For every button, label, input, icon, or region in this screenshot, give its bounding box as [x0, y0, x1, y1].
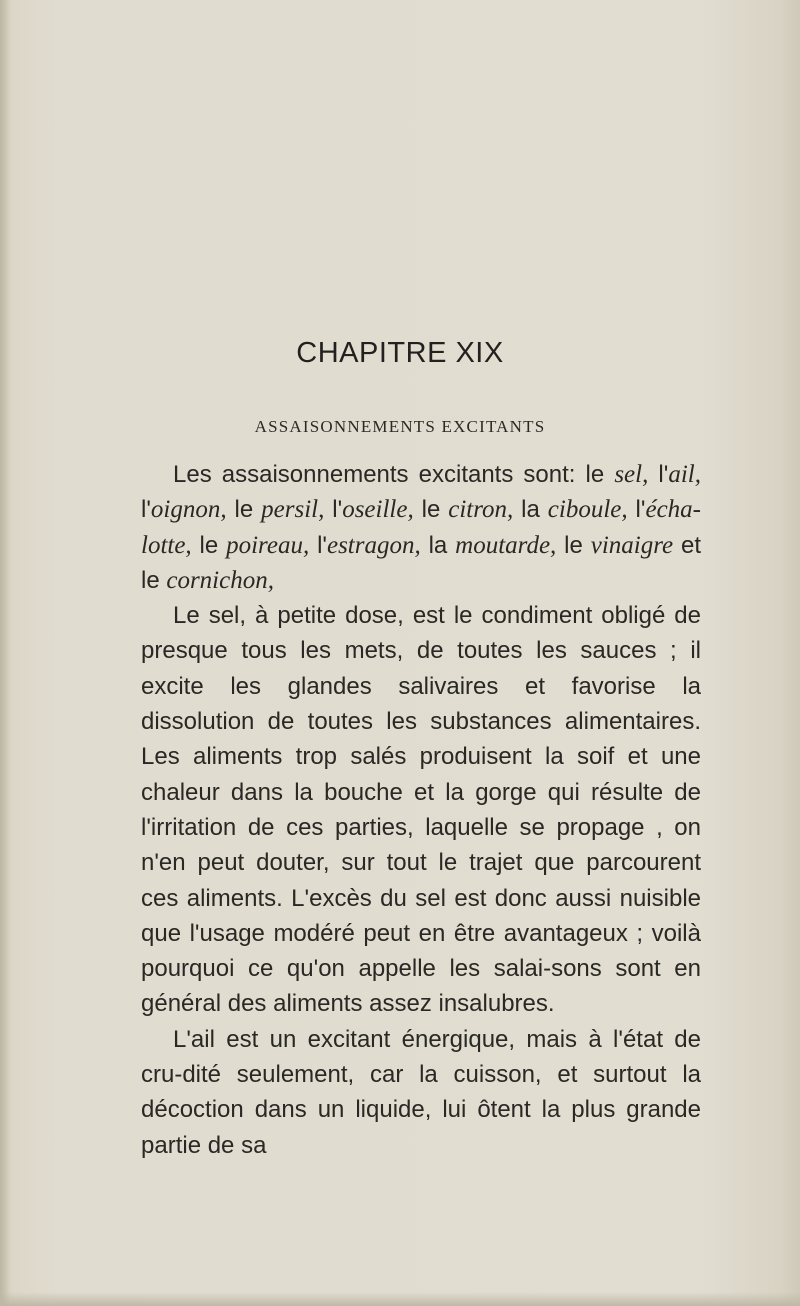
italic-term: ail,	[668, 461, 701, 488]
italic-term: sel,	[614, 461, 649, 488]
paragraph	[141, 457, 701, 598]
italic-term: oignon,	[150, 496, 227, 524]
text-run: et le	[141, 531, 702, 594]
text-run: Le sel, à petite dose, est le condiment obligé de presque tous les mets, de toutes les sauces ; il excite les glandes salivaires et favorise la dissolution de toutes les substances alimentaires. Les aliments trop salés produisent la soif et une chaleur dans la bouche et la gorge qui résulte de l'irritation de ces parties, laquelle se propage , on n'en peut douter, sur tout le trajet que parcourent ces aliments. L'excès du sel est donc aussi nuisible que l'usage modéré peut en être avantageux ; voilà pourquoi ce qu'on appelle les salai-sons sont en général des aliments assez insalubres.	[141, 602, 701, 1018]
italic-term: moutarde,	[455, 531, 557, 559]
italic-term: cornichon,	[166, 566, 274, 594]
text-run: L'ail est un excitant énergique, mais à l'état de cru-dité seulement, car la cuisson, et surtout la décoction dans un liquide, lui ôtent la plus grande partie de sa	[141, 1025, 701, 1159]
text-run: l'	[627, 496, 646, 524]
text-run: le	[556, 531, 591, 559]
text-run: le	[191, 531, 227, 559]
italic-term: citron,	[448, 496, 514, 524]
text-run: l'	[309, 531, 327, 559]
italic-term: poireau,	[226, 531, 310, 559]
text-run: le	[226, 496, 262, 524]
text-run: l'	[141, 496, 151, 524]
page-gutter-shadow	[0, 0, 10, 1306]
italic-term: écha-lotte,	[141, 496, 701, 559]
text-run: la	[513, 496, 548, 524]
paragraph	[141, 1022, 701, 1163]
body-text	[141, 457, 701, 1163]
italic-term: oseille,	[342, 496, 414, 524]
italic-term: estragon,	[326, 531, 421, 559]
italic-term: vinaigre	[590, 531, 674, 559]
italic-term: ciboule,	[547, 496, 628, 524]
chapter-title: CHAPITRE XIX	[296, 337, 504, 369]
text-run: Les assaisonnements excitants sont: le	[173, 461, 615, 488]
paragraph	[141, 598, 701, 1022]
text-run: le	[413, 496, 449, 524]
text-run: la	[420, 531, 456, 559]
section-title: ASSAISONNEMENTS EXCITANTS	[254, 417, 546, 436]
italic-term: persil,	[261, 496, 325, 524]
text-run: l'	[324, 496, 343, 524]
page-bottom-edge	[0, 1292, 800, 1306]
text-run: l'	[648, 461, 669, 488]
